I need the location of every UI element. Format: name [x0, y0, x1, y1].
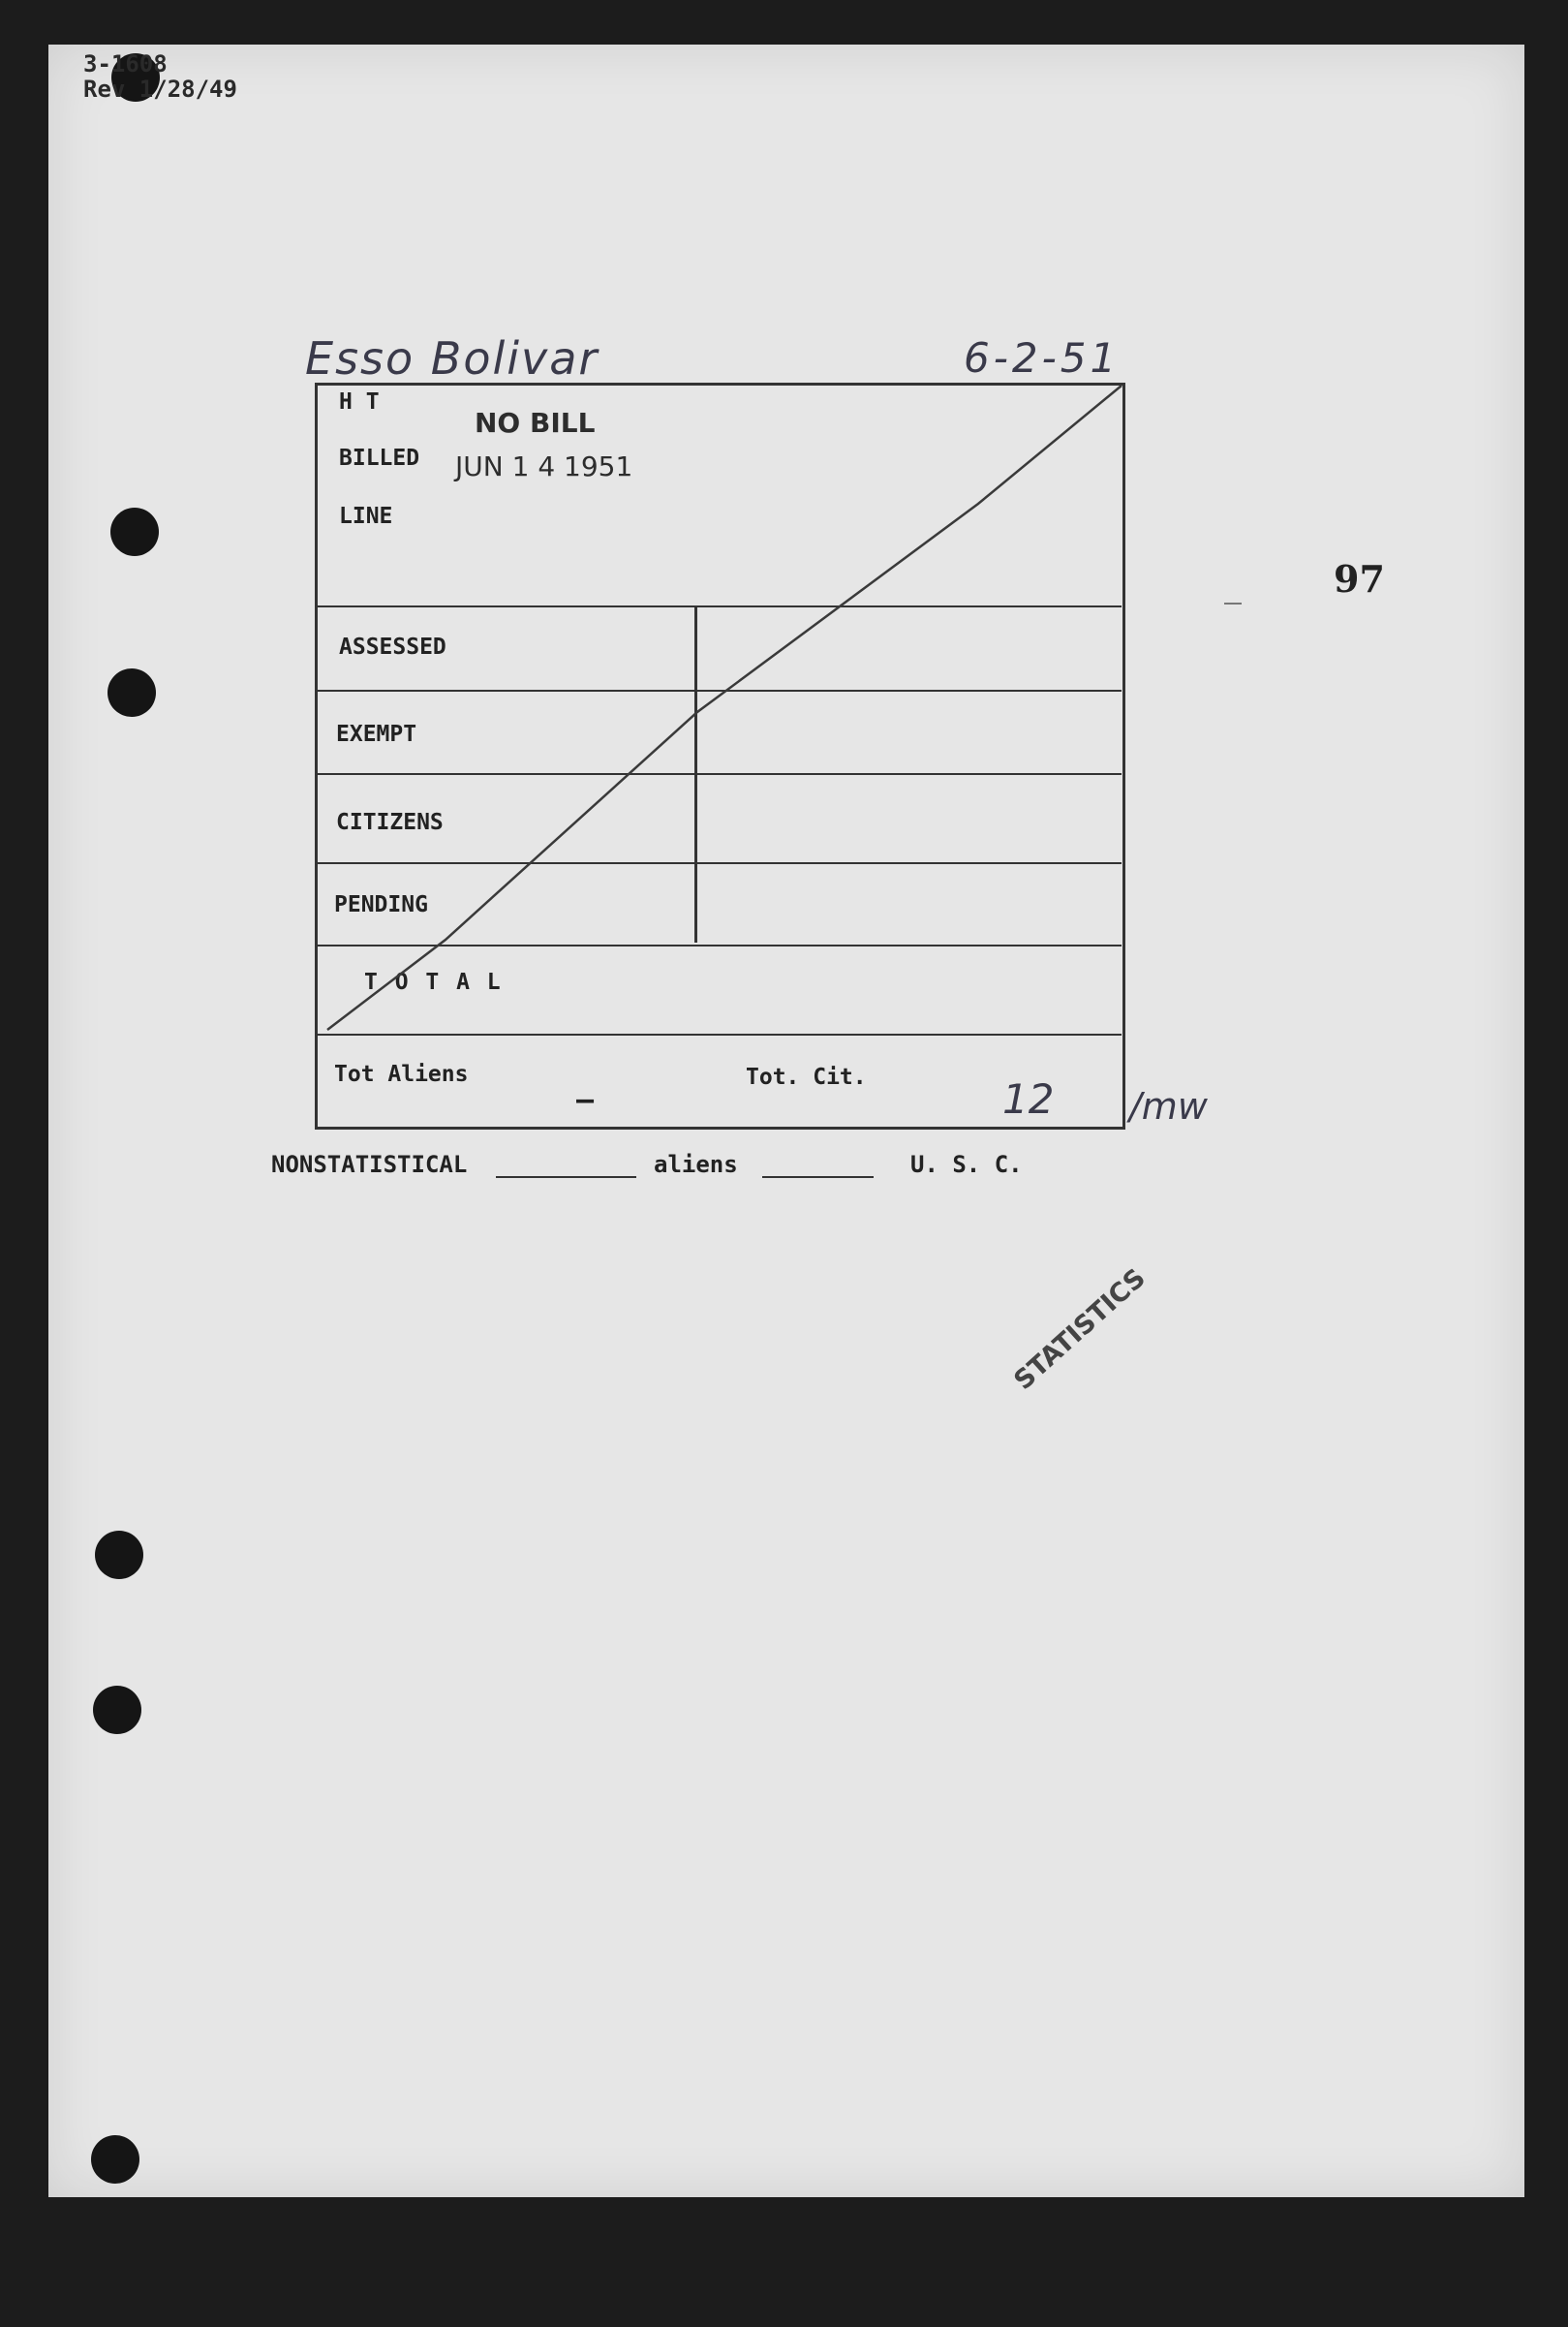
label-nonstatistical: NONSTATISTICAL	[271, 1151, 468, 1178]
label-tot-cit: Tot. Cit.	[746, 1065, 867, 1090]
label-assessed: ASSESSED	[339, 635, 446, 660]
handwritten-initials: /mw	[1129, 1085, 1208, 1128]
handwritten-vessel-name: Esso Bolivar	[305, 332, 600, 385]
statistics-stamp: STATISTICS	[1008, 1262, 1152, 1396]
label-line: LINE	[339, 504, 393, 529]
form-number: 3-1608	[83, 50, 168, 78]
label-citizens: CITIZENS	[336, 810, 444, 835]
handwritten-date: 6-2-51	[964, 334, 1121, 382]
stamp-date: JUN 1 4 1951	[455, 450, 633, 482]
label-usc: U. S. C.	[910, 1151, 1023, 1178]
label-pending: PENDING	[334, 892, 428, 917]
form-revision: Rev 1/28/49	[83, 76, 237, 103]
label-exempt: EXEMPT	[336, 722, 417, 747]
no-bill-stamp: NO BILL	[475, 407, 596, 439]
label-tot-aliens: Tot Aliens	[334, 1062, 469, 1087]
diagonal-strike	[327, 386, 1122, 1030]
label-ht: H T	[339, 389, 380, 415]
handwritten-count: 12	[1002, 1075, 1055, 1123]
label-aliens: aliens	[654, 1151, 738, 1178]
label-total: T O T A L	[364, 970, 503, 995]
footer-dash-mark: —	[576, 1083, 595, 1117]
blank-line-aliens	[496, 1176, 636, 1178]
blank-line-usc	[762, 1176, 874, 1178]
label-billed: BILLED	[339, 446, 420, 471]
page-number: 97	[1334, 557, 1385, 601]
